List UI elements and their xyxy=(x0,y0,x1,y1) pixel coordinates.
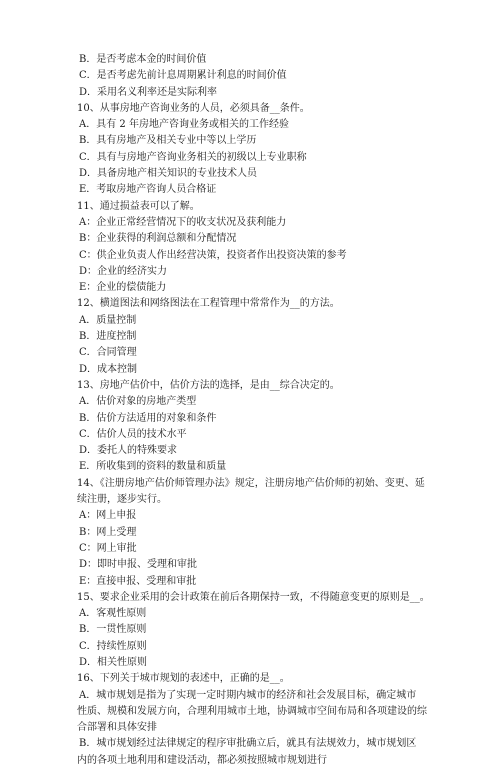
option-line: B．具有房地产及相关专业中等以上学历 xyxy=(79,135,257,147)
option-line: D：即时申报、受理和审批 xyxy=(79,559,198,571)
option-line: B．一贯性原则 xyxy=(79,624,147,636)
question-line: 16、下列关于城市规划的表述中，正确的是__。 xyxy=(77,673,290,685)
option-line: D．委托人的特殊要求 xyxy=(79,445,178,457)
option-line: C．估价人员的技术水平 xyxy=(79,428,187,440)
question-line: 14、《注册房地产估价师管理办法》规定，注册房地产估价师的初始、变更、延 xyxy=(77,477,425,489)
question-line: 续注册，逐步实行。 xyxy=(77,494,167,506)
option-line: E．所收集到的资料的数量和质量 xyxy=(79,461,227,473)
option-line: D．相关性原则 xyxy=(79,656,148,668)
option-line: C．具有与房地产咨询业务相关的初级以上专业职称 xyxy=(79,151,307,163)
option-line: D．成本控制 xyxy=(79,363,138,375)
option-line: C：供企业负责人作出经营决策，投资者作出投资决策的参考 xyxy=(79,249,347,261)
option-line: C．持续性原则 xyxy=(79,640,147,652)
option-line: E．考取房地产咨询人员合格证 xyxy=(79,184,217,196)
option-line: B．估价方法适用的对象和条件 xyxy=(79,412,217,424)
option-line: B．进度控制 xyxy=(79,331,137,343)
option-line: A：网上申报 xyxy=(79,510,137,522)
option-line: A．具有 2 年房地产咨询业务或相关的工作经验 xyxy=(79,119,289,131)
question-line: 11、通过损益表可以了解。 xyxy=(77,200,200,212)
option-line: A．质量控制 xyxy=(79,314,137,326)
option-line: C．是否考虑先前计息周期累计利息的时间价值 xyxy=(79,70,287,82)
exam-text-body xyxy=(77,52,435,769)
option-line: E：直接申报、受理和审批 xyxy=(79,575,197,587)
text-line: B．城市规划经过法律规定的程序审批确立后，就具有法规效力，城市规划区 xyxy=(79,738,417,750)
text-line: 合部署和具体安排 xyxy=(77,722,157,734)
question-line: 10、从事房地产咨询业务的人员，必须具备__条件。 xyxy=(77,102,310,114)
option-line: E：企业的偿债能力 xyxy=(79,282,167,294)
text-line: A．城市规划是指为了实现一定时期内城市的经济和社会发展目标，确定城市 xyxy=(79,689,417,701)
question-line: 13、房地产估价中，估价方法的选择，是由__综合决定的。 xyxy=(77,379,340,391)
option-line: D．采用名义利率还是实际利率 xyxy=(79,86,218,98)
option-line: C：网上审批 xyxy=(79,542,137,554)
option-line: D：企业的经济实力 xyxy=(79,265,168,277)
question-line: 15、要求企业采用的会计政策在前后各期保持一致，不得随意变更的原则是__。 xyxy=(77,591,430,603)
option-line: B：网上受理 xyxy=(79,526,137,538)
option-line: A：企业正常经营情况下的收支状况及获利能力 xyxy=(79,216,287,228)
question-line: 12、横道图法和网络图法在工程管理中常常作为__的方法。 xyxy=(77,298,340,310)
option-line: A．客观性原则 xyxy=(79,608,147,620)
option-line: D．具备房地产相关知识的专业技术人员 xyxy=(79,168,258,180)
option-line: B：企业获得的利润总额和分配情况 xyxy=(79,233,237,245)
option-line: B．是否考虑本金的时间价值 xyxy=(79,54,207,65)
text-line: 内的各项土地利用和建设活动，都必须按照城市规划进行 xyxy=(77,754,327,766)
option-line: A．估价对象的房地产类型 xyxy=(79,396,197,408)
option-line: C．合同管理 xyxy=(79,347,137,359)
text-line: 性质、规模和发展方向，合理利用城市土地，协调城市空间布局和各项建设的综 xyxy=(77,705,427,717)
